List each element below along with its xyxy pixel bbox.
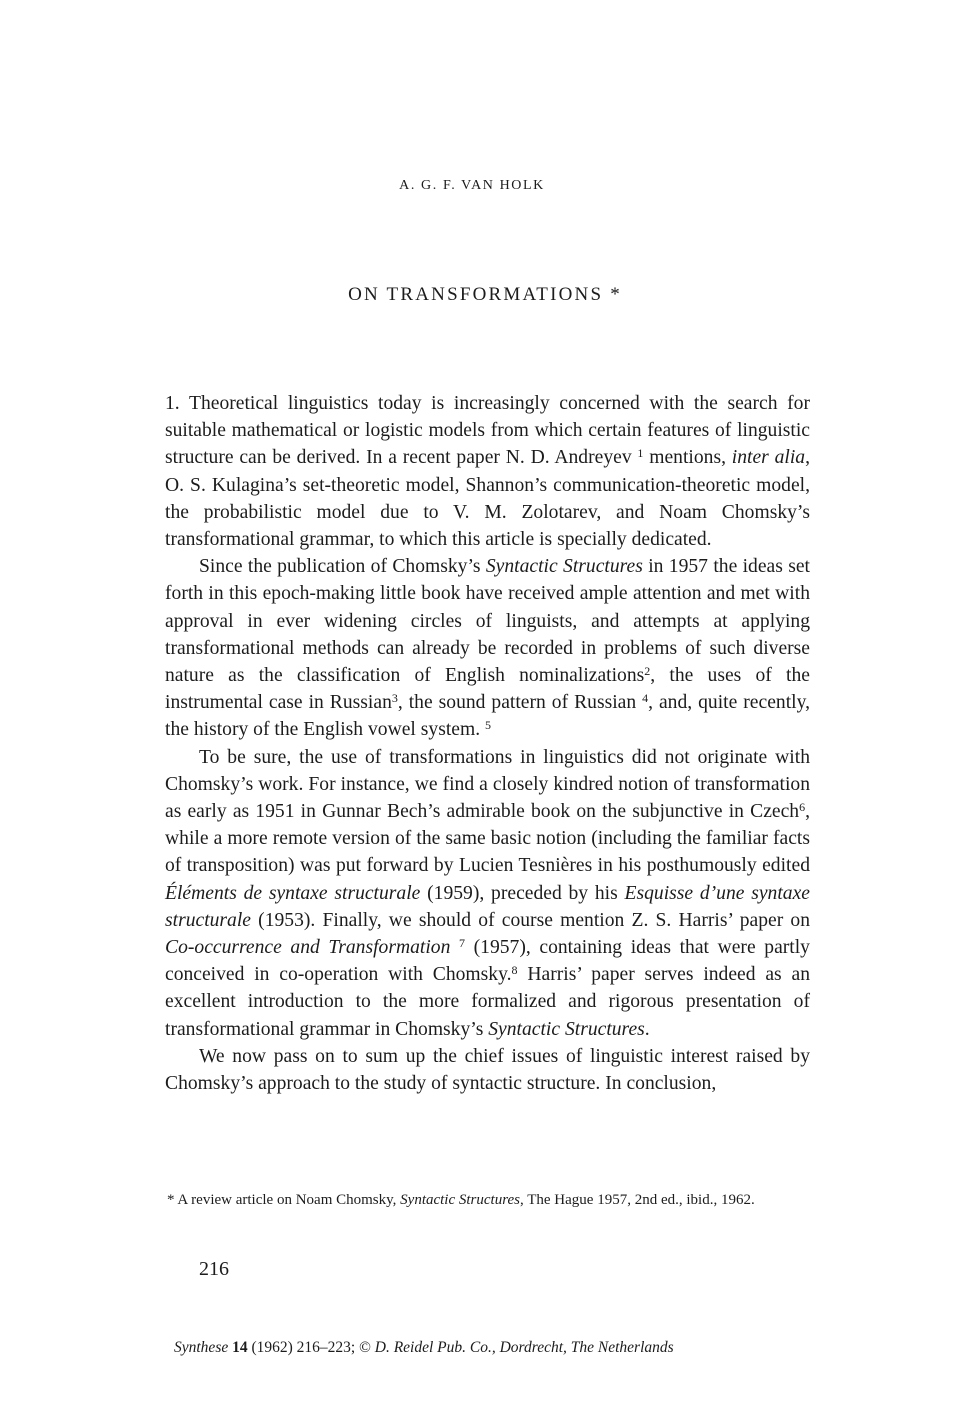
- paragraph-text: 1. Theoretical linguistics today is increasingly concerned with the search for suitable mathematical or logistic models from which certain features of linguistic structure can be derived. In a recent paper N. D. Andreyev: [165, 393, 810, 469]
- paragraph-text: We now pass on to sum up the chief issues of linguistic interest raised by Chomsky’s approach to the study of syntactic structure. In conclusion,: [165, 1045, 810, 1095]
- book-title: Éléments de syntaxe structurale: [165, 882, 421, 904]
- paragraph-3: [165, 744, 810, 1043]
- footnote-ref-7[interactable]: 7: [459, 936, 465, 951]
- paragraph-text: (1959), preceded by his: [420, 882, 625, 904]
- latin-phrase: inter alia: [731, 447, 806, 469]
- paragraph-text: (1953). Finally, we should of course mention Z. S. Harris’ paper on: [251, 909, 810, 931]
- footnote-ref-1[interactable]: 1: [637, 446, 644, 461]
- book-title: Syntactic Structures: [485, 556, 643, 578]
- paragraph-text: , the uses of the instrumental case in Russian: [165, 665, 810, 714]
- page-number: 216: [199, 1258, 229, 1280]
- paragraph-text: , O. S. Kulagina’s set-theoretic model, Shannon’s communication-theoretic model, the probabilistic model due to V. M. Zolotarev, and Noam Chomsky’s transformational grammar, to which this article is specially dedicated.: [165, 447, 810, 551]
- journal-citation: [174, 1339, 674, 1357]
- article-title: ON TRANSFORMATIONS *: [348, 284, 622, 305]
- paragraph-4: [165, 1043, 810, 1097]
- paragraph-text: .: [644, 1018, 650, 1040]
- book-title: Syntactic Structures: [488, 1018, 645, 1040]
- paragraph-text: in 1957 the ideas set forth in this epoch-making little book have received ample attention and met with approval in ever widening circles of linguists, and attempts at applying transformational methods can already be recorded in problems of such diverse nature as the classification of English nominalizations: [165, 556, 810, 687]
- footnote: [167, 1190, 810, 1211]
- footnote-ref-2[interactable]: 2: [644, 664, 651, 679]
- footnote-ref-8[interactable]: 8: [511, 963, 518, 978]
- author-name: A. G. F. VAN HOLK: [399, 178, 545, 193]
- paragraph-text: (1957), containing ideas that were partly conceived in co-operation with Chomsky.: [165, 937, 810, 986]
- journal-name: Synthese: [174, 1339, 229, 1356]
- book-title: Esquisse d’une syntaxe structurale: [165, 882, 810, 931]
- footnote-mark: *: [167, 1192, 175, 1208]
- footnote-ref-3[interactable]: 3: [391, 691, 398, 706]
- footnote-text: , The Hague 1957, 2nd ed., ibid., 1962.: [520, 1192, 755, 1208]
- paper-title: Co-occurrence and Transformation: [165, 937, 451, 959]
- article-body: [165, 390, 810, 1097]
- book-title: Syntactic Structures: [400, 1192, 520, 1208]
- paragraph-2: [165, 553, 810, 743]
- paragraph-text: Harris’ paper serves indeed as an excellent introduction to the more formalized and rigorous presentation of transformational grammar in Chomsky’s: [165, 964, 810, 1040]
- footnote-ref-5[interactable]: 5: [485, 718, 491, 733]
- footnote-ref-4[interactable]: 4: [642, 691, 649, 706]
- footnote-ref-6[interactable]: 6: [799, 800, 806, 815]
- citation-text: (1962) 216–223; ©: [247, 1339, 375, 1356]
- paragraph-text: mentions,: [643, 447, 732, 469]
- paragraph-text: , and, quite recently, the history of the English vowel system.: [165, 692, 810, 741]
- paragraph-text: , while a more remote version of the same basic notion (including the familiar facts of transposition) was put forward by Lucien Tesnières in his posthumously edited: [165, 801, 810, 877]
- paragraph-text: To be sure, the use of transformations in linguistics did not originate with Chomsky’s work. For instance, we find a closely kindred notion of transformation as early as 1951 in Gunnar Bech’s admirable book on the subjunctive in Czech: [165, 746, 810, 823]
- paragraph-text: , the sound pattern of Russian: [397, 692, 643, 714]
- paragraph-1: [165, 390, 810, 553]
- journal-volume: 14: [232, 1339, 248, 1356]
- paragraph-text: Since the publication of Chomsky’s: [199, 556, 486, 578]
- footnote-text: A review article on Noam Chomsky,: [174, 1192, 401, 1208]
- publisher-name: D. Reidel Pub. Co., Dordrecht, The Netherlands: [374, 1339, 674, 1356]
